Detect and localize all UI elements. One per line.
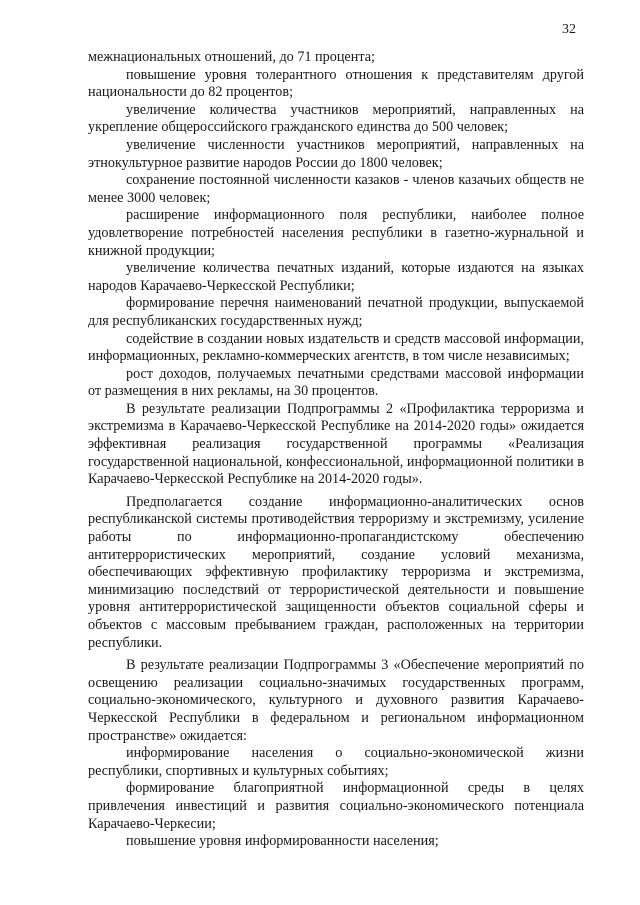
paragraph: содействие в создании новых издательств и средств массовой информации, информационных, рекламно-коммерческих агентств, в том числе независимых; <box>88 330 584 365</box>
document-body <box>88 49 584 851</box>
paragraph: увеличение численности участников мероприятий, направленных на этнокультурное развитие народов России до 1800 человек; <box>88 136 584 171</box>
paragraph: В результате реализации Подпрограммы 2 «Профилактика терроризма и экстремизма в Карачаево-Черкесской Республике на 2014-2020 годы» ожидается эффективная реализация государственной программы «Реализация государственной национальной, конфессиональной, информационной политики в Карачаево-Черкесской Республике на 2014-2020 годы». <box>88 400 584 488</box>
paragraph: увеличение количества участников мероприятий, направленных на укрепление общероссийского гражданского единства до 500 человек; <box>88 101 584 136</box>
paragraph: рост доходов, получаемых печатными средствами массовой информации от размещения в них рекламы, на 30 процентов. <box>88 365 584 400</box>
paragraph: формирование перечня наименований печатной продукции, выпускаемой для республиканских государственных нужд; <box>88 295 584 329</box>
paragraph: информирование населения о социально-экономической жизни республики, спортивных и культурных событиях; <box>88 745 584 779</box>
page-number: 32 <box>562 22 576 37</box>
paragraph: сохранение постоянной численности казаков - членов казачьих обществ не менее 3000 человек; <box>88 172 584 206</box>
paragraph: повышение уровня информированности населения; <box>126 833 439 850</box>
paragraph: В результате реализации Подпрограммы 3 «Обеспечение мероприятий по освещению реализации социально-значимых государственных программ, социально-экономического, культурного и духовного развития Карачаево-Черкесской Республики в федеральном и региональном информационном пространстве» ожидается: <box>88 657 584 744</box>
paragraph: увеличение количества печатных изданий, которые издаются на языках народов Карачаево-Черкесской Республики; <box>88 260 584 294</box>
paragraph: повышение уровня толерантного отношения к представителям другой национальности до 82 процентов; <box>88 66 584 101</box>
paragraph: Предполагается создание информационно-аналитических основ республиканской системы противодействия терроризму и экстремизму, усиление работы по информационно-пропагандистскому обеспечению антитеррористических мероприятий, создание условий механизма, обеспечивающих эффективную профилактику терроризма и экстремизма, минимизацию последствий от террористической деятельности и повышение уровня антитеррористической защищенности объектов социальной сферы и объектов с массовым пребыванием граждан, расположенных на территории республики. <box>88 493 584 651</box>
paragraph: межнациональных отношений, до 71 процента; <box>88 49 375 65</box>
paragraph: формирование благоприятной информационной среды в целях привлечения инвестиций и развития социально-экономического потенциала Карачаево-Черкесии; <box>88 780 584 832</box>
paragraph: расширение информационного поля республики, наиболее полное удовлетворение потребностей населения республики в газетно-журнальной и книжной продукции; <box>88 207 584 259</box>
